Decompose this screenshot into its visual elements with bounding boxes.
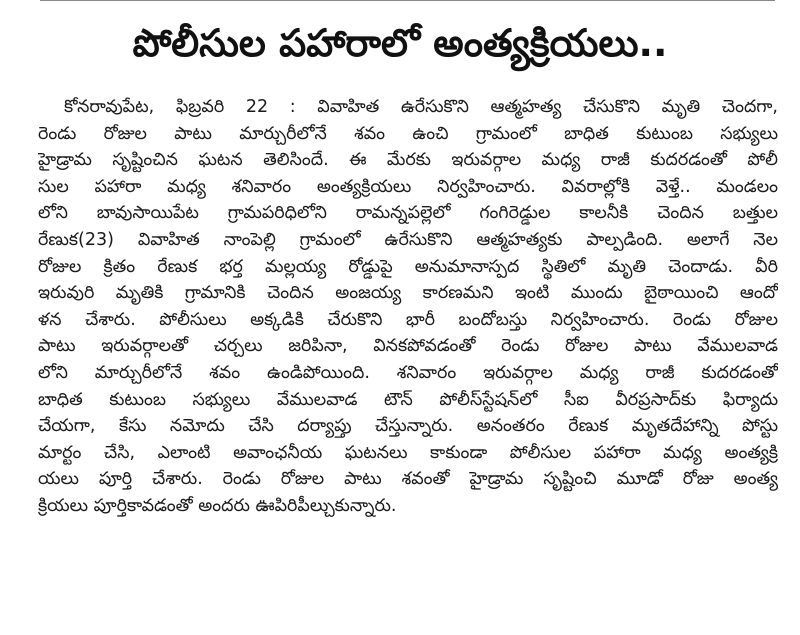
- top-divider: [40, 0, 775, 7]
- article-line: యలు పూర్తి చేశారు. రెండు రోజుల పాటు శవంతో హైడ్రామ సృష్టించి మూడో రోజు అంత్య: [38, 469, 778, 490]
- article-line: పాటు ఇరువర్గాలతో చర్చలు జరిపినా, వినకపోవడంతో రెండు రోజుల పాటు వేములవాడ: [38, 336, 778, 357]
- article-line: రెండు రోజుల పాటు మార్చురీలోనే శవం ఉంచి గ్రామంలో బాధిత కుటుంబ సభ్యులు: [38, 123, 778, 144]
- article-line: లోని బావుసాయిపేట గ్రామపరిధిలోని రామన్నపల్లెలో గంగిరెడ్డుల కాలనీకి చెందిన బత్తుల: [38, 203, 778, 224]
- article-line: ఇరువురి మృతికి గ్రామానికి చెందిన అంజయ్య కారణమని ఇంటి ముందు బైఠాయించి ఆందో: [38, 283, 778, 304]
- article-line: లోని మార్చురీలోనే శవం ఉండిపోయింది. శనివారం ఇరువర్గాల మధ్య రాజీ కుదరడంతో: [38, 362, 778, 383]
- article-body: [38, 94, 778, 520]
- article-line: బాధిత కుటుంబ సభ్యులు వేములవాడ టౌన్ పోలీస్‌స్టేషన్‌లో సీఐ వీరప్రసాద్‌కు ఫిర్యాదు: [38, 389, 778, 410]
- article-line: హైడ్రామ సృష్టించిన ఘటన తెలిసిందే. ఈ మేరకు ఇరువర్గాల మధ్య రాజీ కుదరడంతో పోలీ: [38, 150, 778, 171]
- article-line: కోనరావుపేట, ఫిబ్రవరి 22 : వివాహిత ఉరేసుకొని ఆత్మహత్య చేసుకొని మృతి చెందగా,: [64, 97, 778, 117]
- article-line: చేయగా, కేసు నమోదు చేసి దర్యాప్తు చేస్తున్నారు. అనంతరం రేణుక మృతదేహాన్ని పోస్టు: [38, 416, 778, 437]
- article-headline: పోలీసుల పహారాలో అంత్యక్రియలు..: [132, 21, 668, 65]
- article-line: మార్టం చేసి, ఎలాంటి అవాంఛనీయ ఘటనలు కాకుండా పోలీసుల పహారా మధ్య అంత్యక్రి: [38, 442, 778, 463]
- article-line: క్రియలు పూర్తికావడంతో అందరు ఊపిరిపీల్చుకున్నారు.: [38, 495, 397, 516]
- article-line: సుల పహారా మధ్య శనివారం అంత్యక్రియలు నిర్వహించారు. వివరాల్లోకి వెళ్తే.. మండలం: [38, 176, 778, 197]
- article-line: ళన చేశారు. పోలీసులు అక్కడికి చేరుకొని భారీ బందోబస్తు నిర్వహించారు. రెండు రోజుల: [38, 309, 778, 330]
- article-line: రేణుక(23) వివాహిత నాంపెల్లి గ్రామంలో ఉరేసుకొని ఆత్మహత్యకు పాల్పడింది. అలాగే నెల: [38, 229, 778, 250]
- article-line: రోజుల క్రితం రేణుక భర్త మల్లయ్య రోడ్డుపై అనుమానాస్పద స్థితిలో మృతి చెందాడు. వీరి: [38, 256, 778, 277]
